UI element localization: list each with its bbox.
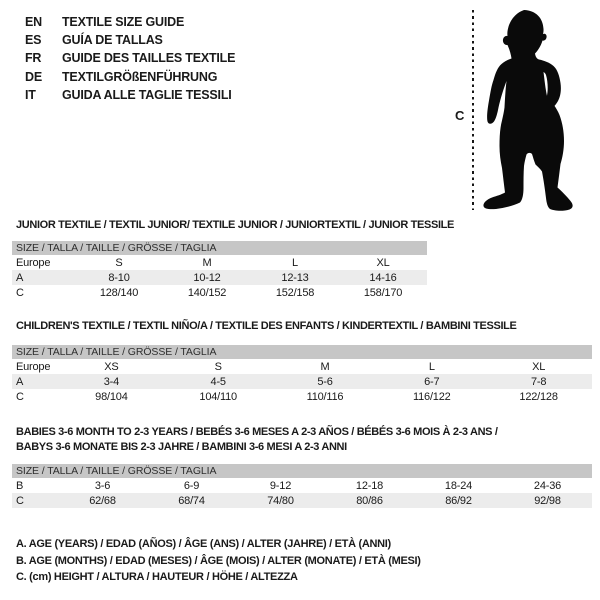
size-cell: 68/74 — [178, 494, 205, 507]
table-row — [12, 478, 592, 493]
language-label: GUÍA DE TALLAS — [62, 33, 163, 48]
height-marker-dotted-line — [472, 10, 474, 210]
table-row — [12, 389, 592, 404]
size-cell: 24-36 — [533, 479, 562, 492]
size-cell: 74/80 — [267, 494, 294, 507]
size-cell: 10-12 — [193, 271, 221, 284]
row-label-cell: C — [16, 286, 24, 299]
size-cell: 14-16 — [369, 271, 397, 284]
size-cell: 5-6 — [317, 375, 333, 388]
footnote-a: A. AGE (YEARS) / EDAD (AÑOS) / ÂGE (ANS) / ALTER (JAHRE) / ETÀ (ANNI) — [16, 538, 391, 550]
size-cell: 122/128 — [519, 390, 558, 403]
language-code: ES — [25, 33, 42, 48]
footnote-c: C. (cm) HEIGHT / ALTURA / HAUTEUR / HÖHE / ALTEZZA — [16, 571, 298, 584]
size-cell: 104/110 — [199, 390, 237, 403]
language-code: DE — [25, 69, 42, 84]
size-cell: 12-13 — [281, 271, 309, 284]
language-list — [25, 13, 235, 104]
row-label-cell: Europe — [16, 360, 51, 373]
size-cell: 98/104 — [95, 390, 128, 403]
language-code: IT — [25, 87, 36, 102]
language-row — [25, 49, 235, 67]
junior-size-table — [12, 241, 427, 300]
language-row — [25, 68, 235, 86]
size-cell: 12-18 — [355, 479, 384, 492]
size-cell: XS — [104, 360, 119, 373]
size-cell: 128/140 — [99, 286, 139, 299]
size-header-bar: SIZE / TALLA / TAILLE / GRÖSSE / TAGLIA — [12, 464, 592, 478]
language-label: TEXTILE SIZE GUIDE — [62, 15, 185, 29]
row-label-cell: C — [16, 390, 24, 403]
size-cell: M — [202, 256, 212, 269]
footnote-b: B. AGE (MONTHS) / EDAD (MESES) / ÂGE (MOIS) / ALTER (MONATE) / ETÀ (MESI) — [16, 554, 421, 567]
table-row — [12, 493, 592, 508]
size-cell: 92/98 — [534, 494, 561, 507]
size-cell: 152/158 — [275, 286, 315, 299]
size-header-bar: SIZE / TALLA / TAILLE / GRÖSSE / TAGLIA — [12, 241, 427, 255]
language-code: FR — [25, 51, 42, 66]
table-row — [12, 374, 592, 389]
row-label-cell: A — [16, 271, 24, 284]
height-marker-label: C — [455, 108, 465, 123]
row-label-cell: C — [16, 494, 24, 507]
footnotes — [16, 536, 421, 586]
table-row — [12, 359, 592, 374]
size-cell: M — [320, 360, 330, 373]
size-cell: XL — [532, 360, 546, 373]
section-title-line: BABYS 3-6 MONATE BIS 2-3 JAHRE / BAMBINI 3-6 MESI A 2-3 ANNI — [16, 441, 347, 453]
size-cell: 158/170 — [363, 286, 403, 299]
size-cell: S — [115, 256, 123, 269]
size-cell: 116/122 — [413, 390, 451, 403]
size-cell: L — [292, 256, 298, 269]
size-cell: 18-24 — [444, 479, 473, 492]
section-title-junior: JUNIOR TEXTILE / TEXTIL JUNIOR/ TEXTILE JUNIOR / JUNIORTEXTIL / JUNIOR TESSILE — [16, 219, 455, 231]
size-cell: 7-8 — [530, 375, 547, 388]
language-row — [25, 31, 235, 49]
language-label: GUIDA ALLE TAGLIE TESSILI — [62, 87, 232, 102]
children-size-table — [12, 345, 592, 404]
size-cell: 6-9 — [183, 479, 200, 492]
row-label-cell: B — [16, 479, 24, 492]
size-cell: 9-12 — [269, 479, 292, 492]
size-cell: 140/152 — [187, 286, 227, 299]
size-cell: 86/92 — [445, 494, 472, 507]
language-code: EN — [25, 15, 42, 29]
size-cell: 3-4 — [103, 375, 120, 388]
size-cell: 3-6 — [94, 479, 111, 492]
toddler-silhouette-image — [479, 4, 599, 214]
size-cell: S — [214, 360, 222, 373]
size-cell: 110/116 — [306, 390, 344, 403]
language-label: TEXTILGRÖßENFÜHRUNG — [62, 69, 218, 84]
size-cell: 80/86 — [356, 494, 383, 507]
table-row — [12, 255, 427, 270]
section-title-babies — [16, 425, 498, 455]
row-label-cell: A — [16, 375, 24, 388]
size-cell: 62/68 — [89, 494, 116, 507]
section-title-children: CHILDREN'S TEXTILE / TEXTIL NIÑO/A / TEXTILE DES ENFANTS / KINDERTEXTIL / BAMBINI TESSILE — [16, 320, 517, 332]
size-cell: XL — [376, 256, 390, 269]
size-cell: L — [428, 360, 435, 373]
language-row — [25, 13, 235, 31]
row-label-cell: Europe — [16, 256, 51, 269]
table-row — [12, 285, 427, 300]
section-title-line: BABIES 3-6 MONTH TO 2-3 YEARS / BEBÉS 3-6 MESES A 2-3 AÑOS / BÉBÉS 3-6 MOIS À 2-3 ANS / — [16, 426, 498, 438]
size-cell: 8-10 — [108, 271, 130, 284]
language-row — [25, 86, 235, 104]
language-label: GUIDE DES TAILLES TEXTILE — [62, 51, 236, 66]
size-cell: 6-7 — [424, 375, 440, 388]
babies-size-table — [12, 464, 592, 508]
size-header-bar: SIZE / TALLA / TAILLE / GRÖSSE / TAGLIA — [12, 345, 592, 359]
table-row — [12, 270, 427, 285]
size-cell: 4-5 — [210, 375, 226, 388]
